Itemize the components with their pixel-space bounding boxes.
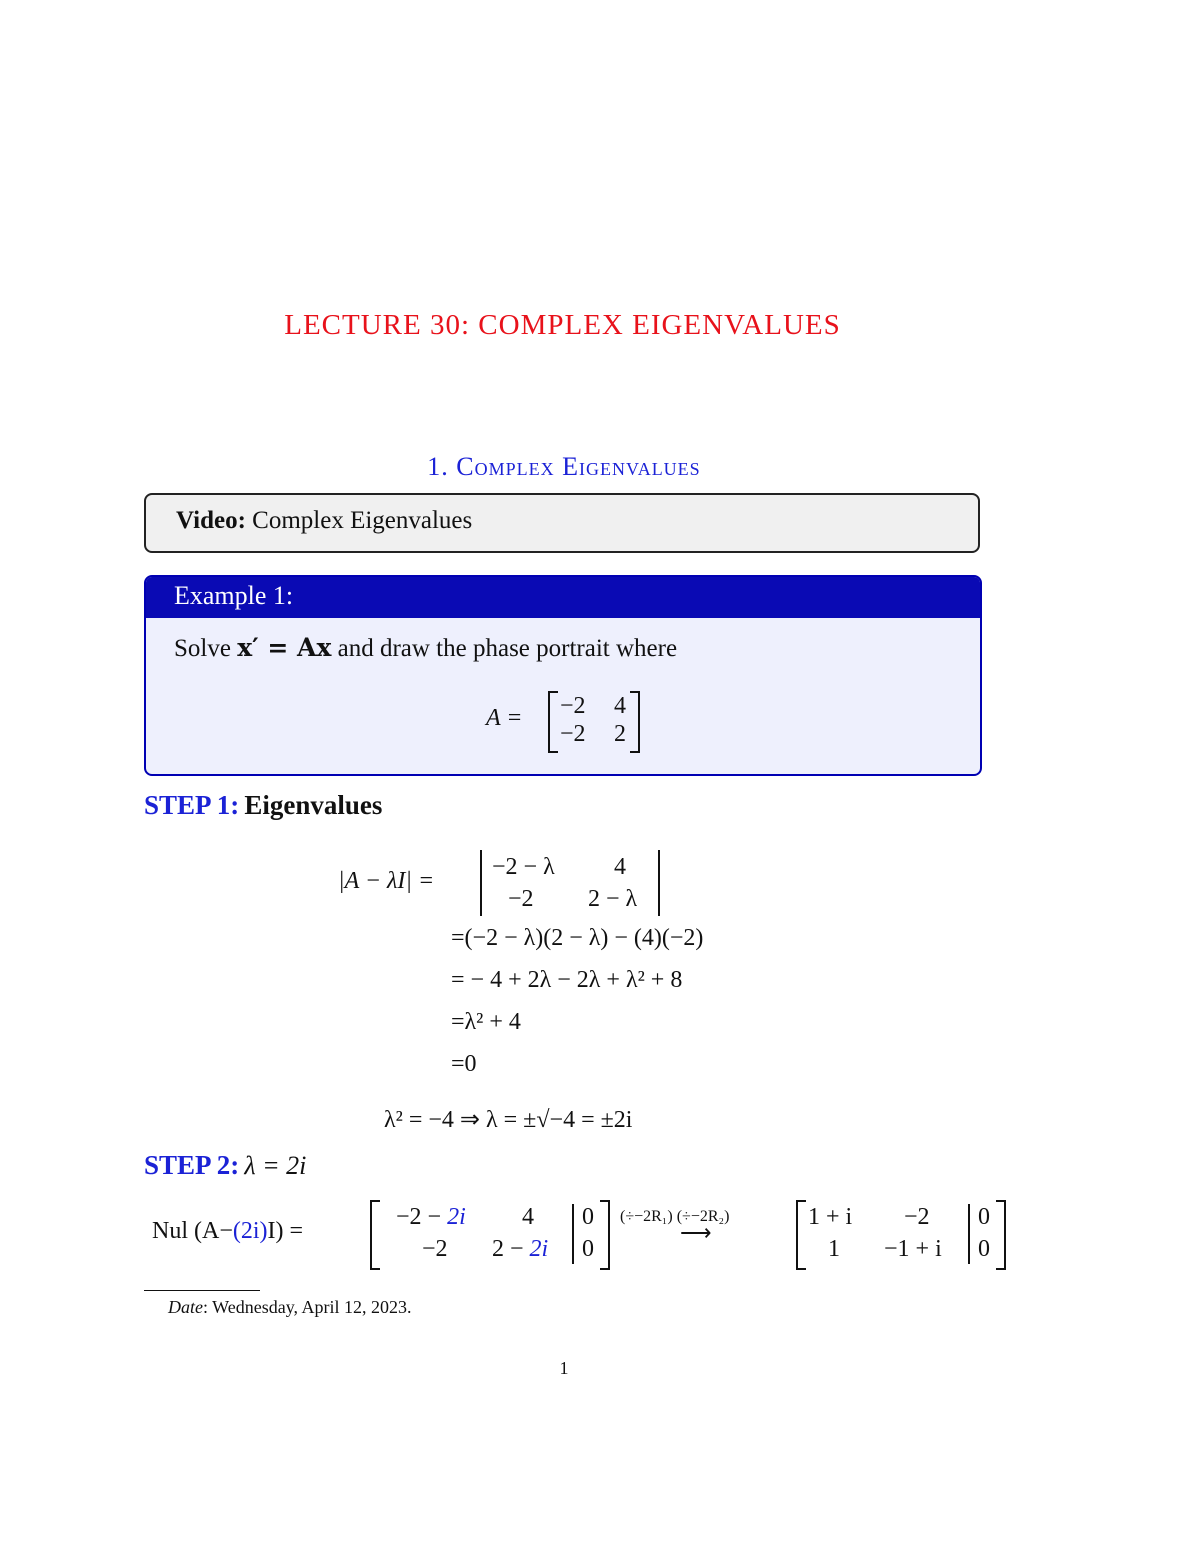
example-header: Example 1: — [146, 577, 980, 618]
row-operation: (÷−2R₁) (÷−2R₂) — [620, 1208, 730, 1225]
det-line-1: =(−2 − λ)(2 − λ) − (4)(−2) — [451, 925, 704, 951]
augmented-matrix-right: 1 + i −2 0 1 −1 + i 0 — [796, 1200, 1006, 1272]
det-lhs: |A − λI| = — [338, 868, 435, 894]
section-heading: 1. Complex Eigenvalues — [427, 452, 701, 481]
video-label: Video: — [176, 507, 246, 534]
det-line-2: = − 4 + 2λ − 2λ + λ² + 8 — [451, 967, 683, 993]
footnote: Date: Wednesday, April 12, 2023. — [168, 1297, 412, 1317]
step1-heading: STEP 1: Eigenvalues — [144, 790, 383, 820]
example-prompt: Solve x′ = Ax and draw the phase portrait where — [174, 633, 678, 662]
matrix-lhs: A = — [486, 705, 523, 731]
nul-lhs: Nul (A−(2i)I) = — [152, 1218, 304, 1244]
footnote-rule — [144, 1290, 260, 1291]
row-op-arrow: ⟶ — [680, 1220, 712, 1245]
det-matrix: −2 − λ 4 −2 2 − λ — [478, 850, 662, 920]
page-title: LECTURE 30: COMPLEX EIGENVALUES — [284, 309, 841, 341]
example-box — [144, 575, 982, 776]
video-box[interactable] — [144, 493, 980, 553]
step2-heading: STEP 2: λ = 2i — [144, 1150, 307, 1180]
video-link[interactable]: Complex Eigenvalues — [252, 507, 473, 534]
augmented-matrix-left: −2 − 2i 4 0 −2 2 − 2i 0 — [370, 1200, 610, 1272]
ode-equation: x′ = Ax — [237, 633, 332, 662]
page-number: 1 — [559, 1358, 569, 1378]
det-line-3: =λ² + 4 — [451, 1009, 521, 1035]
det-line-4: =0 — [451, 1051, 477, 1077]
eigenvalue-result: λ² = −4 ⇒ λ = ±√−4 = ±2i — [384, 1107, 633, 1133]
matrix-a: −2 4 −2 2 — [548, 691, 640, 753]
